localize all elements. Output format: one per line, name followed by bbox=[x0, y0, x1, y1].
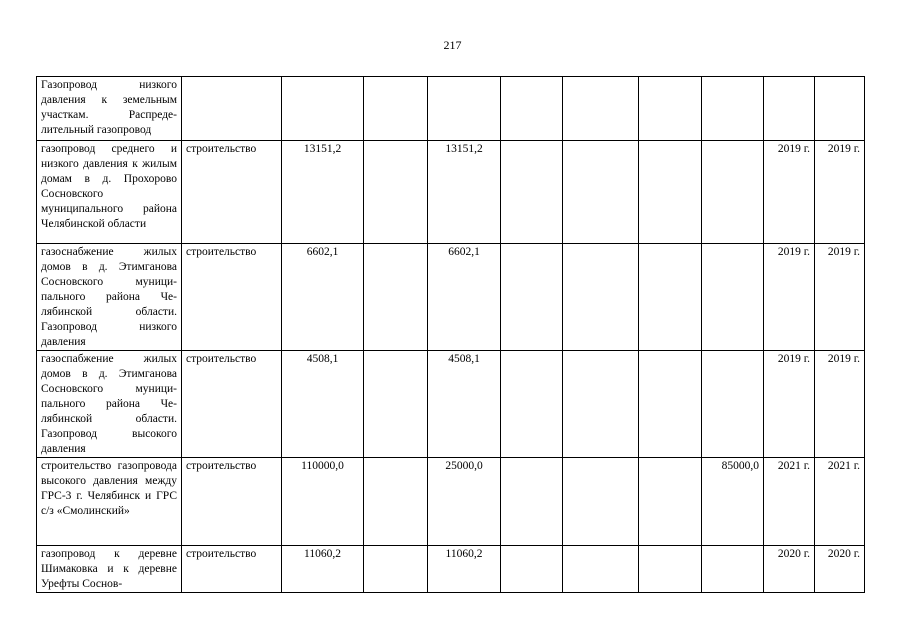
finance-col-5-cell bbox=[639, 546, 702, 593]
work-type-cell: строительство bbox=[182, 141, 282, 244]
start-year-cell: 2019 г. bbox=[764, 141, 815, 244]
finance-col-6-cell: 85000,0 bbox=[702, 458, 764, 546]
total-cost-cell bbox=[282, 77, 364, 141]
finance-col-5-cell bbox=[639, 141, 702, 244]
total-cost-cell: 4508,1 bbox=[282, 351, 364, 458]
finance-col-3-cell bbox=[501, 546, 563, 593]
finance-col-3-cell bbox=[501, 244, 563, 351]
finance-col-6-cell bbox=[702, 244, 764, 351]
work-type-cell: строительство bbox=[182, 244, 282, 351]
object-name-cell: строительство газопровода высокого давления между ГРС-3 г. Челябинск и ГРС с/з «Смолинский» bbox=[37, 458, 182, 546]
finance-col-6-cell bbox=[702, 141, 764, 244]
start-year-cell: 2020 г. bbox=[764, 546, 815, 593]
finance-col-3-cell bbox=[501, 141, 563, 244]
end-year-cell: 2021 г. bbox=[815, 458, 865, 546]
finance-col-6-cell bbox=[702, 546, 764, 593]
finance-col-6-cell bbox=[702, 351, 764, 458]
work-type-cell: строительство bbox=[182, 458, 282, 546]
finance-col-4-cell bbox=[563, 546, 639, 593]
finance-col-5-cell bbox=[639, 77, 702, 141]
investment-table bbox=[36, 76, 865, 593]
finance-col-5-cell bbox=[639, 351, 702, 458]
finance-col-4-cell bbox=[563, 244, 639, 351]
start-year-cell: 2021 г. bbox=[764, 458, 815, 546]
finance-col-2-cell: 13151,2 bbox=[428, 141, 501, 244]
finance-col-5-cell bbox=[639, 458, 702, 546]
finance-col-1-cell bbox=[364, 458, 428, 546]
table-row bbox=[37, 546, 865, 593]
table-row bbox=[37, 244, 865, 351]
object-name-cell: газоспабжение жилых домов в д. Этимганова Сосновского муниципального района Челябинской области. Газопровод высокого давления bbox=[37, 351, 182, 458]
finance-col-2-cell bbox=[428, 77, 501, 141]
page-number: 217 bbox=[443, 38, 462, 52]
finance-col-2-cell: 6602,1 bbox=[428, 244, 501, 351]
finance-col-4-cell bbox=[563, 458, 639, 546]
total-cost-cell: 11060,2 bbox=[282, 546, 364, 593]
object-name-cell: Газопровод низкого давления к земельным участкам. Распределительный газопровод bbox=[37, 77, 182, 141]
finance-col-1-cell bbox=[364, 141, 428, 244]
table-row bbox=[37, 458, 865, 546]
finance-col-2-cell: 4508,1 bbox=[428, 351, 501, 458]
finance-col-4-cell bbox=[563, 351, 639, 458]
work-type-cell: строительство bbox=[182, 351, 282, 458]
start-year-cell: 2019 г. bbox=[764, 351, 815, 458]
start-year-cell bbox=[764, 77, 815, 141]
finance-col-4-cell bbox=[563, 141, 639, 244]
finance-col-1-cell bbox=[364, 351, 428, 458]
table-row bbox=[37, 141, 865, 244]
object-name-cell: газоснабжение жилых домов в д. Этимганова Сосновского муниципального района Челябинской области. Газопровод низкого давления bbox=[37, 244, 182, 351]
object-name-cell: газопровод к деревне Шимаковка и к деревне Урефты Соснов- bbox=[37, 546, 182, 593]
table-row bbox=[37, 351, 865, 458]
end-year-cell bbox=[815, 77, 865, 141]
finance-col-2-cell: 25000,0 bbox=[428, 458, 501, 546]
work-type-cell: строительство bbox=[182, 546, 282, 593]
total-cost-cell: 110000,0 bbox=[282, 458, 364, 546]
finance-col-6-cell bbox=[702, 77, 764, 141]
start-year-cell: 2019 г. bbox=[764, 244, 815, 351]
finance-col-3-cell bbox=[501, 77, 563, 141]
end-year-cell: 2019 г. bbox=[815, 141, 865, 244]
finance-col-1-cell bbox=[364, 77, 428, 141]
table-row bbox=[37, 77, 865, 141]
finance-col-1-cell bbox=[364, 546, 428, 593]
end-year-cell: 2019 г. bbox=[815, 351, 865, 458]
finance-col-2-cell: 11060,2 bbox=[428, 546, 501, 593]
finance-col-1-cell bbox=[364, 244, 428, 351]
end-year-cell: 2020 г. bbox=[815, 546, 865, 593]
finance-col-4-cell bbox=[563, 77, 639, 141]
finance-col-3-cell bbox=[501, 458, 563, 546]
finance-col-5-cell bbox=[639, 244, 702, 351]
total-cost-cell: 6602,1 bbox=[282, 244, 364, 351]
total-cost-cell: 13151,2 bbox=[282, 141, 364, 244]
work-type-cell bbox=[182, 77, 282, 141]
object-name-cell: газопровод среднего и низкого давления к жилым домам в д. Прохорово Сосновского муниципального района Челябинской области bbox=[37, 141, 182, 244]
end-year-cell: 2019 г. bbox=[815, 244, 865, 351]
finance-col-3-cell bbox=[501, 351, 563, 458]
